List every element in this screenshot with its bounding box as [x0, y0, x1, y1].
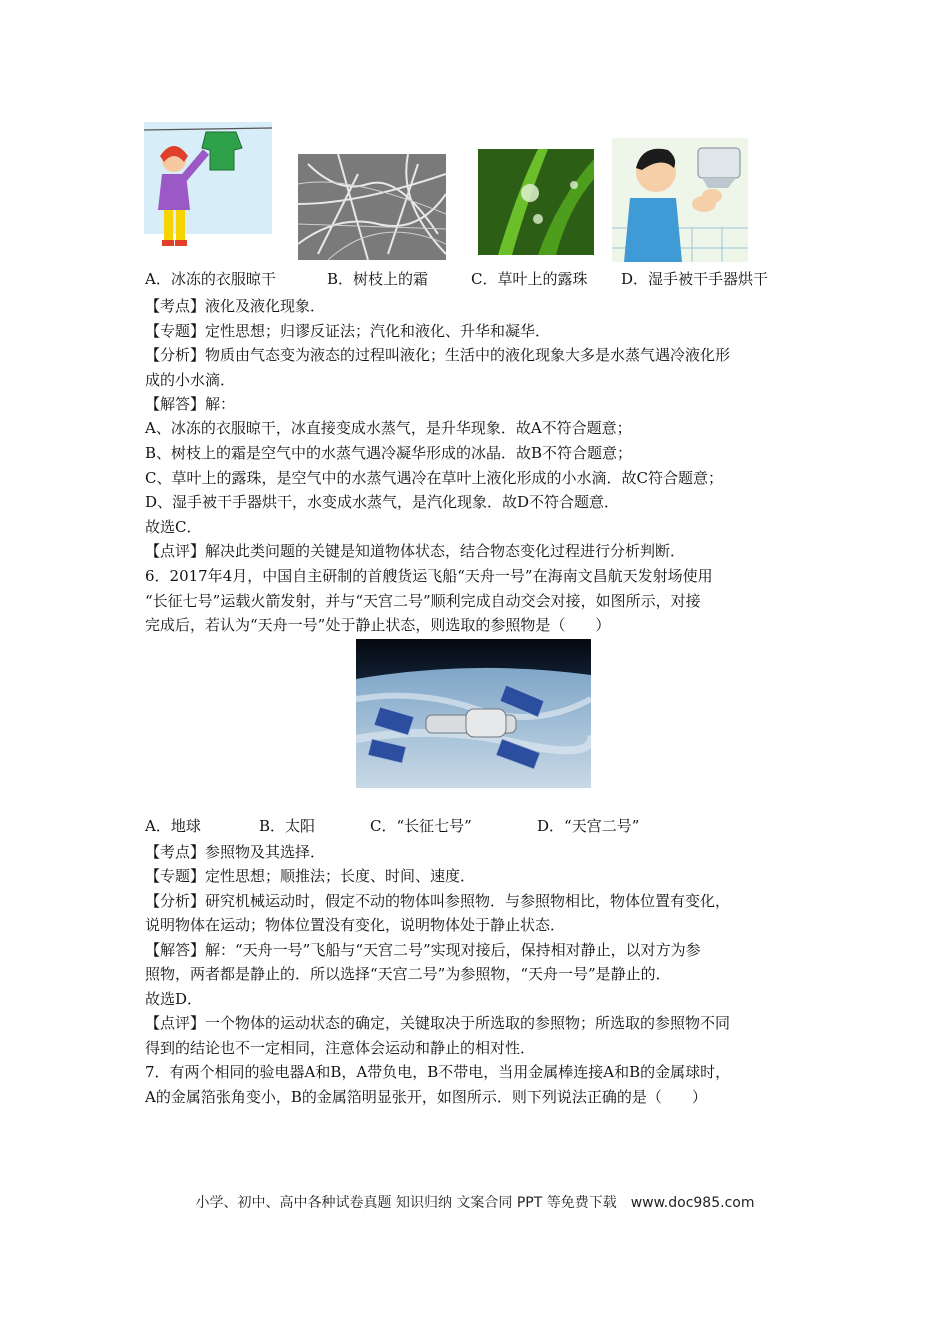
q6-option-c: C．“长征七号” — [370, 817, 472, 835]
q5-jieda: 【解答】解： — [145, 395, 236, 413]
q6-fenxi-line2: 说明物体在运动；物体位置没有变化，说明物体处于静止状态． — [145, 916, 566, 934]
q5-kaodian: 【考点】液化及液化现象． — [145, 297, 326, 315]
picture-dew-on-grass — [478, 149, 594, 255]
q5-choice: 故选C． — [145, 518, 202, 536]
q6-option-b: B．太阳 — [259, 817, 316, 835]
q6-zhuanti: 【专题】定性思想；顺推法；长度、时间、速度． — [145, 867, 476, 885]
q6-stem-line2: “长征七号”运载火箭发射，并与“天宫二号”顺利完成自动交会对接，如图所示，对接 — [145, 592, 701, 610]
q5-fenxi-line2: 成的小水滴． — [145, 371, 236, 389]
q6-jieda-line1: 【解答】解：“天舟一号”飞船与“天宫二号”实现对接后，保持相对静止，以对方为参 — [145, 941, 701, 959]
q6-fenxi-line1: 【分析】研究机械运动时，假定不动的物体叫参照物．与参照物相比，物体位置有变化， — [145, 892, 731, 910]
q5-answer-a: A、冰冻的衣服晾干，冰直接变成水蒸气，是升华现象．故A不符合题意； — [145, 419, 632, 437]
q6-stem-line1: 6．2017年4月，中国自主研制的首艘货运飞船“天舟一号”在海南文昌航天发射场使用 — [145, 567, 713, 585]
q6-stem-line3: 完成后，若认为“天舟一号”处于静止状态，则选取的参照物是（ ） — [145, 616, 611, 634]
q5-answer-c: C、草叶上的露珠，是空气中的水蒸气遇冷在草叶上液化形成的小水滴．故C符合题意； — [145, 469, 723, 487]
q6-option-a: A．地球 — [145, 817, 201, 835]
q7-stem-line2: A的金属箔张角变小，B的金属箔明显张开，如图所示．则下列说法正确的是（ ） — [145, 1088, 707, 1106]
q5-answer-b: B、树枝上的霜是空气中的水蒸气遇冷凝华形成的冰晶．故B不符合题意； — [145, 444, 633, 462]
picture-space-station-docking — [356, 639, 591, 788]
picture-frost-on-branches — [298, 154, 446, 260]
q5-answer-d: D、湿手被干手器烘干，水变成水蒸气，是汽化现象．故D不符合题意． — [145, 493, 620, 511]
q6-option-d: D．“天宫二号” — [537, 817, 640, 835]
q6-dianping-line2: 得到的结论也不一定相同，注意体会运动和静止的相对性． — [145, 1039, 536, 1057]
q6-kaodian: 【考点】参照物及其选择． — [145, 843, 326, 861]
q5-zhuanti: 【专题】定性思想；归谬反证法；汽化和液化、升华和凝华． — [145, 322, 551, 340]
q5-option-c: C．草叶上的露珠 — [471, 270, 588, 288]
q5-option-a: A．冰冻的衣服晾干 — [145, 270, 276, 288]
q6-jieda-line2: 照物，两者都是静止的．所以选择“天宫二号”为参照物，“天舟一号”是静止的． — [145, 965, 671, 983]
q6-choice: 故选D． — [145, 990, 203, 1008]
q7-stem-line1: 7．有两个相同的验电器A和B，A带负电，B不带电，当用金属棒连接A和B的金属球时， — [145, 1063, 731, 1081]
page-footer: 小学、初中、高中各种试卷真题 知识归纳 文案合同 PPT 等免费下载 www.doc985.com — [195, 1195, 755, 1211]
q6-dianping-line1: 【点评】一个物体的运动状态的确定，关键取决于所选取的参照物；所选取的参照物不同 — [145, 1014, 731, 1032]
q5-option-b: B．树枝上的霜 — [327, 270, 429, 288]
picture-frozen-clothes — [144, 122, 272, 262]
q5-option-d: D．湿手被干手器烘干 — [621, 270, 769, 288]
q5-dianping: 【点评】解决此类问题的关键是知道物体状态，结合物态变化过程进行分析判断． — [145, 542, 686, 560]
picture-hand-dryer — [612, 138, 748, 262]
q5-fenxi-line1: 【分析】物质由气态变为液态的过程叫液化；生活中的液化现象大多是水蒸气遇冷液化形 — [145, 346, 731, 364]
